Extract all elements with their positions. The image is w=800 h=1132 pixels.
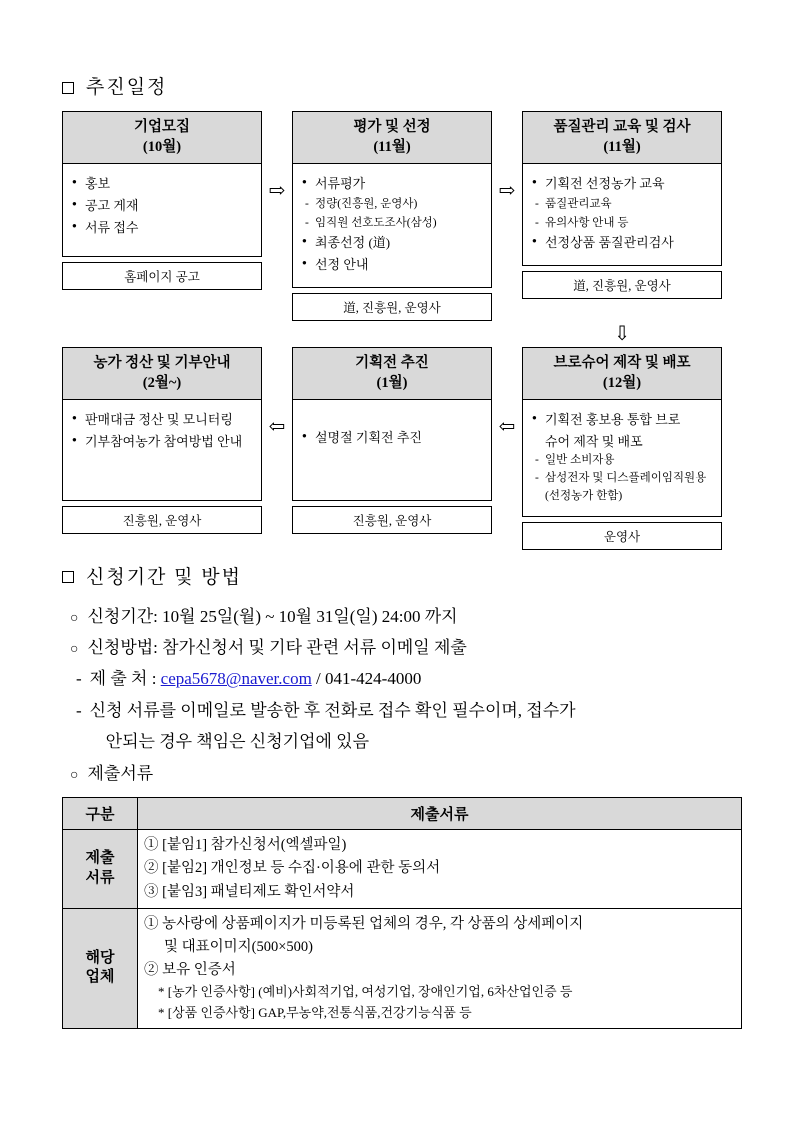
submit-note-item	[76, 695, 742, 758]
flow-box-3	[522, 111, 722, 266]
flow-item: ● 설명절 기획전 추진	[302, 428, 482, 448]
flow-box-3-title-sub: (11월)	[603, 138, 641, 155]
flow-step-3	[522, 111, 722, 299]
submit-address-item	[76, 663, 742, 694]
square-bullet-icon	[62, 82, 74, 94]
apply-period-value: 10월 25일(월) ~ 10월 31일(일) 24:00 까지	[162, 606, 458, 626]
doc-line: ① [붙임1] 참가신청서(엑셀파일)	[144, 837, 347, 854]
arrow-right-icon: ⇨	[268, 180, 286, 202]
flow-arrow-2	[492, 111, 522, 271]
table-cell-submit-docs	[138, 830, 742, 909]
flow-box-4-org: 운영사	[522, 522, 722, 550]
flow-step-1	[62, 111, 262, 290]
apply-heading-text: 신청기간 및 방법	[86, 566, 242, 588]
apply-method-text	[87, 632, 466, 663]
flow-subitem: - 정량(진흥원, 운영사)	[302, 196, 482, 213]
hyphen-bullet-icon: -	[76, 669, 82, 689]
flow-box-2-title-main: 평가 및 선정	[353, 119, 431, 135]
category-line-1: 제출	[85, 850, 115, 867]
arrow-left-icon: ⇦	[268, 416, 286, 439]
flow-arrow-4	[262, 347, 292, 507]
apply-period-item	[70, 601, 742, 632]
flow-subitem: - 임직원 선호도조사(삼성)	[302, 215, 482, 232]
apply-list	[62, 601, 742, 790]
apply-method-value: 참가신청서 및 기타 관련 서류 이메일 제출	[162, 638, 467, 657]
flow-box-1-title	[63, 112, 261, 164]
flow-subitem: - 유의사항 안내 등	[532, 215, 712, 232]
flow-box-2-title	[293, 112, 491, 164]
flow-box-1-body	[63, 164, 261, 256]
flow-box-6-title	[63, 348, 261, 400]
flow-box-5	[292, 347, 492, 501]
flow-box-4	[522, 347, 722, 517]
flow-box-3-title	[523, 112, 721, 164]
apply-period-label: 신청기간:	[87, 606, 158, 626]
flow-item: ● 최종선정 (道)	[302, 233, 482, 253]
flow-box-5-title-sub: (1월)	[376, 374, 408, 391]
flow-item: ● 기획전 선정농가 교육	[532, 174, 712, 194]
circle-bullet-icon: ○	[70, 767, 79, 783]
flow-step-6	[62, 347, 262, 534]
flow-item: ● 기획전 홍보용 통합 브로	[532, 410, 712, 430]
apply-period-text	[87, 601, 457, 632]
doc-line: ① 농사랑에 상품페이지가 미등록된 업체의 경우, 각 상품의 상세페이지	[144, 915, 584, 932]
flow-arrow-1	[262, 111, 292, 271]
flow-box-6-title-sub: (2월~)	[142, 374, 182, 391]
doc-subline: * [농가 인증사항] (예비)사회적기업, 여성기업, 장애인기업, 6차산업인증 등	[158, 984, 573, 1000]
table-header-category: 구분	[63, 798, 138, 830]
flow-step-4	[522, 347, 722, 550]
flow-subitem-cont: (선정농가 한함)	[545, 490, 623, 503]
arrow-left-icon: ⇦	[498, 416, 516, 439]
flow-subitem: - 삼성전자 및 디스플레이임직원용	[532, 470, 712, 487]
docs-label-item	[70, 758, 742, 789]
apply-method-item	[70, 632, 742, 663]
table-header-row	[63, 798, 742, 830]
flow-row-bottom	[62, 347, 722, 550]
flow-item: ● 서류평가	[302, 174, 482, 194]
flow-box-1-title-sub: (10월)	[142, 138, 182, 155]
flow-box-5-title-main: 기획전 추진	[355, 355, 429, 372]
flow-item: ● 홍보	[72, 174, 252, 194]
flow-subitem: - 일반 소비자용	[532, 452, 712, 469]
flow-box-6-org: 진흥원, 운영사	[62, 506, 262, 534]
flow-box-2-body	[293, 164, 491, 287]
flow-item: ● 기부참여농가 참여방법 안내	[72, 432, 252, 452]
flow-item-cont: 슈어 제작 및 배포	[545, 434, 643, 450]
flow-box-2-org: 道, 진흥원, 운영사	[292, 293, 492, 321]
circle-bullet-icon: ○	[70, 642, 79, 657]
flow-box-4-title-sub: (12월)	[602, 374, 642, 391]
submit-phone-text: / 041-424-4000	[316, 669, 422, 689]
flow-step-2	[292, 111, 492, 321]
flow-box-3-org: 道, 진흥원, 운영사	[522, 271, 722, 299]
section-heading-schedule	[62, 78, 742, 97]
doc-line: ② [붙임2] 개인정보 등 수집·이용에 관한 동의서	[144, 860, 441, 877]
flow-box-4-title	[523, 348, 721, 400]
table-cell-category-company	[63, 908, 138, 1028]
flow-item: ● 선정상품 품질관리검사	[532, 233, 712, 253]
flow-box-4-body	[523, 400, 721, 515]
square-bullet-icon	[62, 571, 74, 583]
flow-item: ● 선정 안내	[302, 255, 482, 275]
flow-box-5-org: 진흥원, 운영사	[292, 506, 492, 534]
submit-note-body	[90, 695, 742, 758]
document-content	[62, 78, 742, 1029]
category-line-2: 업체	[85, 969, 115, 986]
flow-box-2	[292, 111, 492, 288]
process-flow-diagram	[62, 111, 722, 550]
table-cell-company-docs	[138, 908, 742, 1028]
flow-item: ● 서류 접수	[72, 218, 252, 238]
submit-note-line-1: 신청 서류를 이메일로 발송한 후 전화로 접수 확인 필수이며, 접수가	[89, 700, 576, 720]
table-row	[63, 830, 742, 909]
section-heading-apply	[62, 568, 742, 587]
flow-item: ● 공고 게재	[72, 196, 252, 216]
schedule-heading-text: 추진일정	[86, 77, 168, 98]
flow-box-1	[62, 111, 262, 257]
hyphen-bullet-icon: -	[76, 700, 82, 720]
submit-address-label: 제 출 처 :	[89, 669, 157, 689]
flow-arrow-down	[522, 321, 722, 347]
flow-item: ● 판매대금 정산 및 모니터링	[72, 410, 252, 430]
doc-line: 및 대표이미지(500×500)	[164, 938, 314, 955]
flow-box-6	[62, 347, 262, 501]
flow-box-1-org: 홈페이지 공고	[62, 262, 262, 290]
flow-row-connector	[62, 321, 722, 347]
arrow-down-icon: ⇩	[613, 323, 631, 346]
circle-bullet-icon: ○	[70, 610, 79, 626]
flow-subitem: - 품질관리교육	[532, 196, 712, 213]
table-header-documents: 제출서류	[138, 798, 742, 830]
submit-email-link[interactable]: cepa5678@naver.com	[160, 669, 312, 689]
flow-box-2-title-sub: (11월)	[373, 138, 411, 155]
flow-box-3-body	[523, 164, 721, 265]
doc-line: ② 보유 인증서	[144, 962, 236, 979]
flow-step-5	[292, 347, 492, 534]
doc-line: ③ [붙임3] 패널티제도 확인서약서	[144, 883, 355, 900]
documents-table	[62, 797, 742, 1029]
flow-box-4-title-main: 브로슈어 제작 및 배포	[553, 355, 691, 372]
flow-box-1-title-main: 기업모집	[133, 119, 191, 135]
flow-row-top	[62, 111, 722, 321]
doc-subline: * [상품 인증사항] GAP,무농약,전통식품,건강기능식품 등	[158, 1005, 472, 1021]
docs-label-text: 제출서류	[87, 763, 154, 783]
arrow-right-icon: ⇨	[498, 180, 516, 202]
flow-box-5-title	[293, 348, 491, 400]
submit-address-text	[90, 663, 422, 694]
flow-box-5-body	[293, 400, 491, 500]
flow-box-3-title-main: 품질관리 교육 및 검사	[553, 119, 691, 135]
flow-box-6-title-main: 농가 정산 및 기부안내	[93, 355, 231, 372]
category-line-1: 해당	[85, 949, 115, 966]
submit-note-line-2: 안되는 경우 책임은 신청기업에 있음	[105, 732, 370, 752]
category-line-2: 서류	[85, 869, 115, 886]
table-cell-category-submit	[63, 830, 138, 909]
table-row	[63, 908, 742, 1028]
flow-arrow-3	[492, 347, 522, 507]
apply-method-label: 신청방법:	[87, 638, 158, 657]
flow-box-6-body	[63, 400, 261, 500]
